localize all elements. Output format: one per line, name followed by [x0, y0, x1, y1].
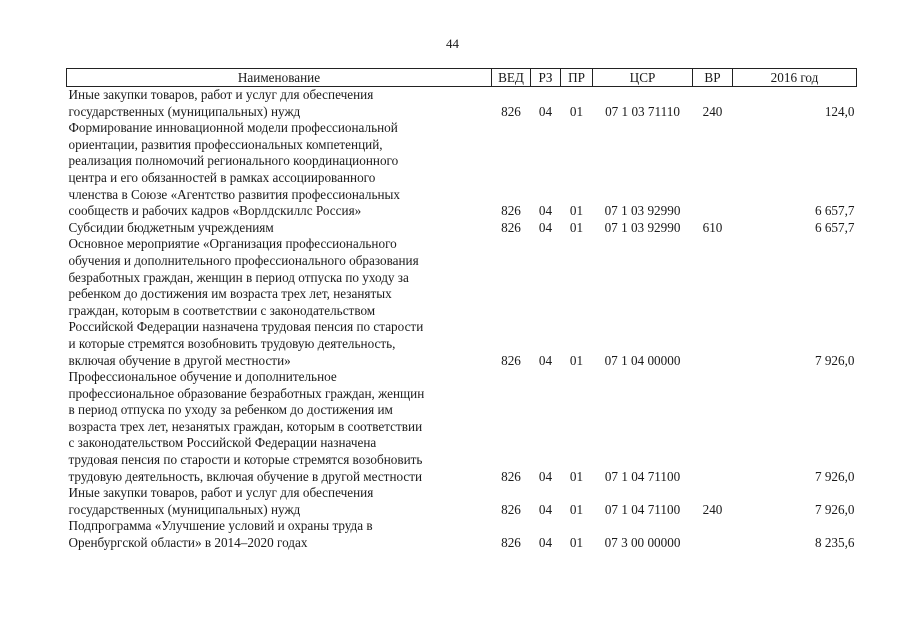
row-csr: 07 3 00 00000: [604, 535, 681, 551]
header-csr: ЦСР: [593, 69, 693, 87]
row-rz: 04: [538, 352, 553, 368]
table-row: [67, 120, 857, 220]
table-row: [67, 518, 857, 551]
row-amount: 124,0: [824, 103, 855, 119]
header-ved: ВЕД: [492, 69, 531, 87]
row-ved: 826: [501, 103, 521, 119]
row-rz: 04: [538, 203, 553, 219]
row-pr: 01: [569, 103, 584, 119]
row-name-line: трудовую деятельность, включая обучение в другой местности: [68, 468, 423, 484]
row-amount: 6 657,7: [814, 203, 855, 219]
header-vr: ВР: [693, 69, 733, 87]
row-name-line: сообществ и рабочих кадров «Ворлдскиллс Россия»: [68, 203, 362, 219]
budget-table: [66, 68, 857, 552]
row-pr: 01: [569, 203, 584, 219]
table-header: [67, 69, 857, 87]
header-pr: ПР: [561, 69, 593, 87]
row-pr: 01: [569, 535, 584, 551]
row-ved: 826: [501, 501, 521, 517]
row-rz: 04: [538, 535, 553, 551]
row-name-line: членства в Союзе «Агентство развития профессиональных: [68, 186, 400, 202]
row-name: [67, 220, 492, 237]
row-name-line: с законодательством Российской Федерации назначена: [68, 435, 377, 451]
row-name: [67, 236, 492, 369]
row-pr: 01: [569, 501, 584, 517]
row-name-line: государственных (муниципальных) нужд: [68, 501, 301, 517]
row-name-line: Российской Федерации назначена трудовая пенсия по старости: [68, 319, 424, 335]
row-name-line: ребенком до достижения им возраста трех лет, незанятых: [68, 286, 392, 302]
table-row: [67, 87, 857, 121]
row-name-line: включая обучение в другой местности»: [68, 352, 291, 368]
row-csr: 07 1 04 71100: [604, 501, 681, 517]
row-name-line: безработных граждан, женщин в период отпуска по уходу за: [68, 269, 409, 285]
row-ved: 826: [501, 352, 521, 368]
row-name-line: обучения и дополнительного профессионального образования: [68, 252, 419, 268]
row-ved: 826: [501, 203, 521, 219]
row-name: [67, 87, 492, 121]
row-rz: 04: [538, 468, 553, 484]
row-amount: 7 926,0: [814, 352, 855, 368]
header-name: Наименование: [67, 69, 492, 87]
row-name: [67, 518, 492, 551]
row-name-line: Формирование инновационной модели профессиональной: [68, 120, 398, 136]
row-name-line: государственных (муниципальных) нужд: [68, 103, 301, 119]
row-amount: 7 926,0: [814, 468, 855, 484]
row-name-line: Профессиональное обучение и дополнительное: [68, 369, 337, 385]
row-pr: 01: [569, 219, 584, 235]
table-row: [67, 369, 857, 485]
row-name: [67, 369, 492, 485]
page-number: 44: [446, 36, 459, 51]
row-ved: 826: [501, 535, 521, 551]
row-name-line: реализация полномочий регионального координационного: [68, 153, 399, 169]
table-row: [67, 236, 857, 369]
row-vr: [693, 518, 733, 551]
row-name-line: Субсидии бюджетным учреждениям: [68, 219, 274, 235]
row-name-line: центра и его обязанностей в рамках ассоциированного: [68, 169, 376, 185]
row-name-line: ориентации, развития профессиональных компетенций,: [68, 136, 383, 152]
row-name-line: и которые стремятся возобновить трудовую деятельность,: [68, 335, 396, 351]
row-ved: 826: [501, 468, 521, 484]
row-csr: 07 1 04 00000: [604, 352, 681, 368]
row-ved: 826: [501, 219, 521, 235]
row-csr: 07 1 03 92990: [604, 219, 681, 235]
row-name: [67, 485, 492, 518]
row-vr: 240: [702, 501, 723, 517]
header-rz: РЗ: [531, 69, 561, 87]
row-name-line: Иные закупки товаров, работ и услуг для обеспечения: [68, 87, 374, 102]
row-name-line: возраста трех лет, незанятых граждан, которым в соответствии: [68, 418, 423, 434]
row-name-line: в период отпуска по уходу за ребенком до достижения им: [68, 402, 393, 418]
row-amount: 7 926,0: [814, 501, 855, 517]
row-pr: 01: [569, 468, 584, 484]
row-csr: 07 1 03 92990: [604, 203, 681, 219]
row-name-line: Подпрограмма «Улучшение условий и охраны труда в: [68, 518, 373, 534]
row-name-line: Основное мероприятие «Организация профессионального: [68, 236, 397, 252]
row-vr: [693, 120, 733, 220]
table-body: [67, 87, 857, 552]
row-amount: 8 235,6: [814, 535, 855, 551]
header-year: 2016 год: [733, 69, 857, 87]
row-name-line: граждан, которым в соответствии с законодательством: [68, 302, 376, 318]
table-row: [67, 485, 857, 518]
row-name: [67, 120, 492, 220]
row-name-line: трудовая пенсия по старости и которые стремятся возобновить: [68, 452, 423, 468]
row-name-line: Оренбургской области» в 2014–2020 годах: [68, 535, 308, 551]
row-csr: 07 1 04 71100: [604, 468, 681, 484]
row-rz: 04: [538, 501, 553, 517]
row-amount: 6 657,7: [814, 219, 855, 235]
row-name-line: профессиональное образование безработных граждан, женщин: [68, 385, 425, 401]
row-pr: 01: [569, 352, 584, 368]
table-row: [67, 220, 857, 237]
row-vr: [693, 236, 733, 369]
row-name-line: Иные закупки товаров, работ и услуг для обеспечения: [68, 485, 374, 501]
row-rz: 04: [538, 103, 553, 119]
row-vr: 240: [702, 103, 723, 119]
row-vr: 610: [702, 219, 723, 235]
row-vr: [693, 369, 733, 485]
row-rz: 04: [538, 219, 553, 235]
row-csr: 07 1 03 71110: [605, 103, 680, 119]
